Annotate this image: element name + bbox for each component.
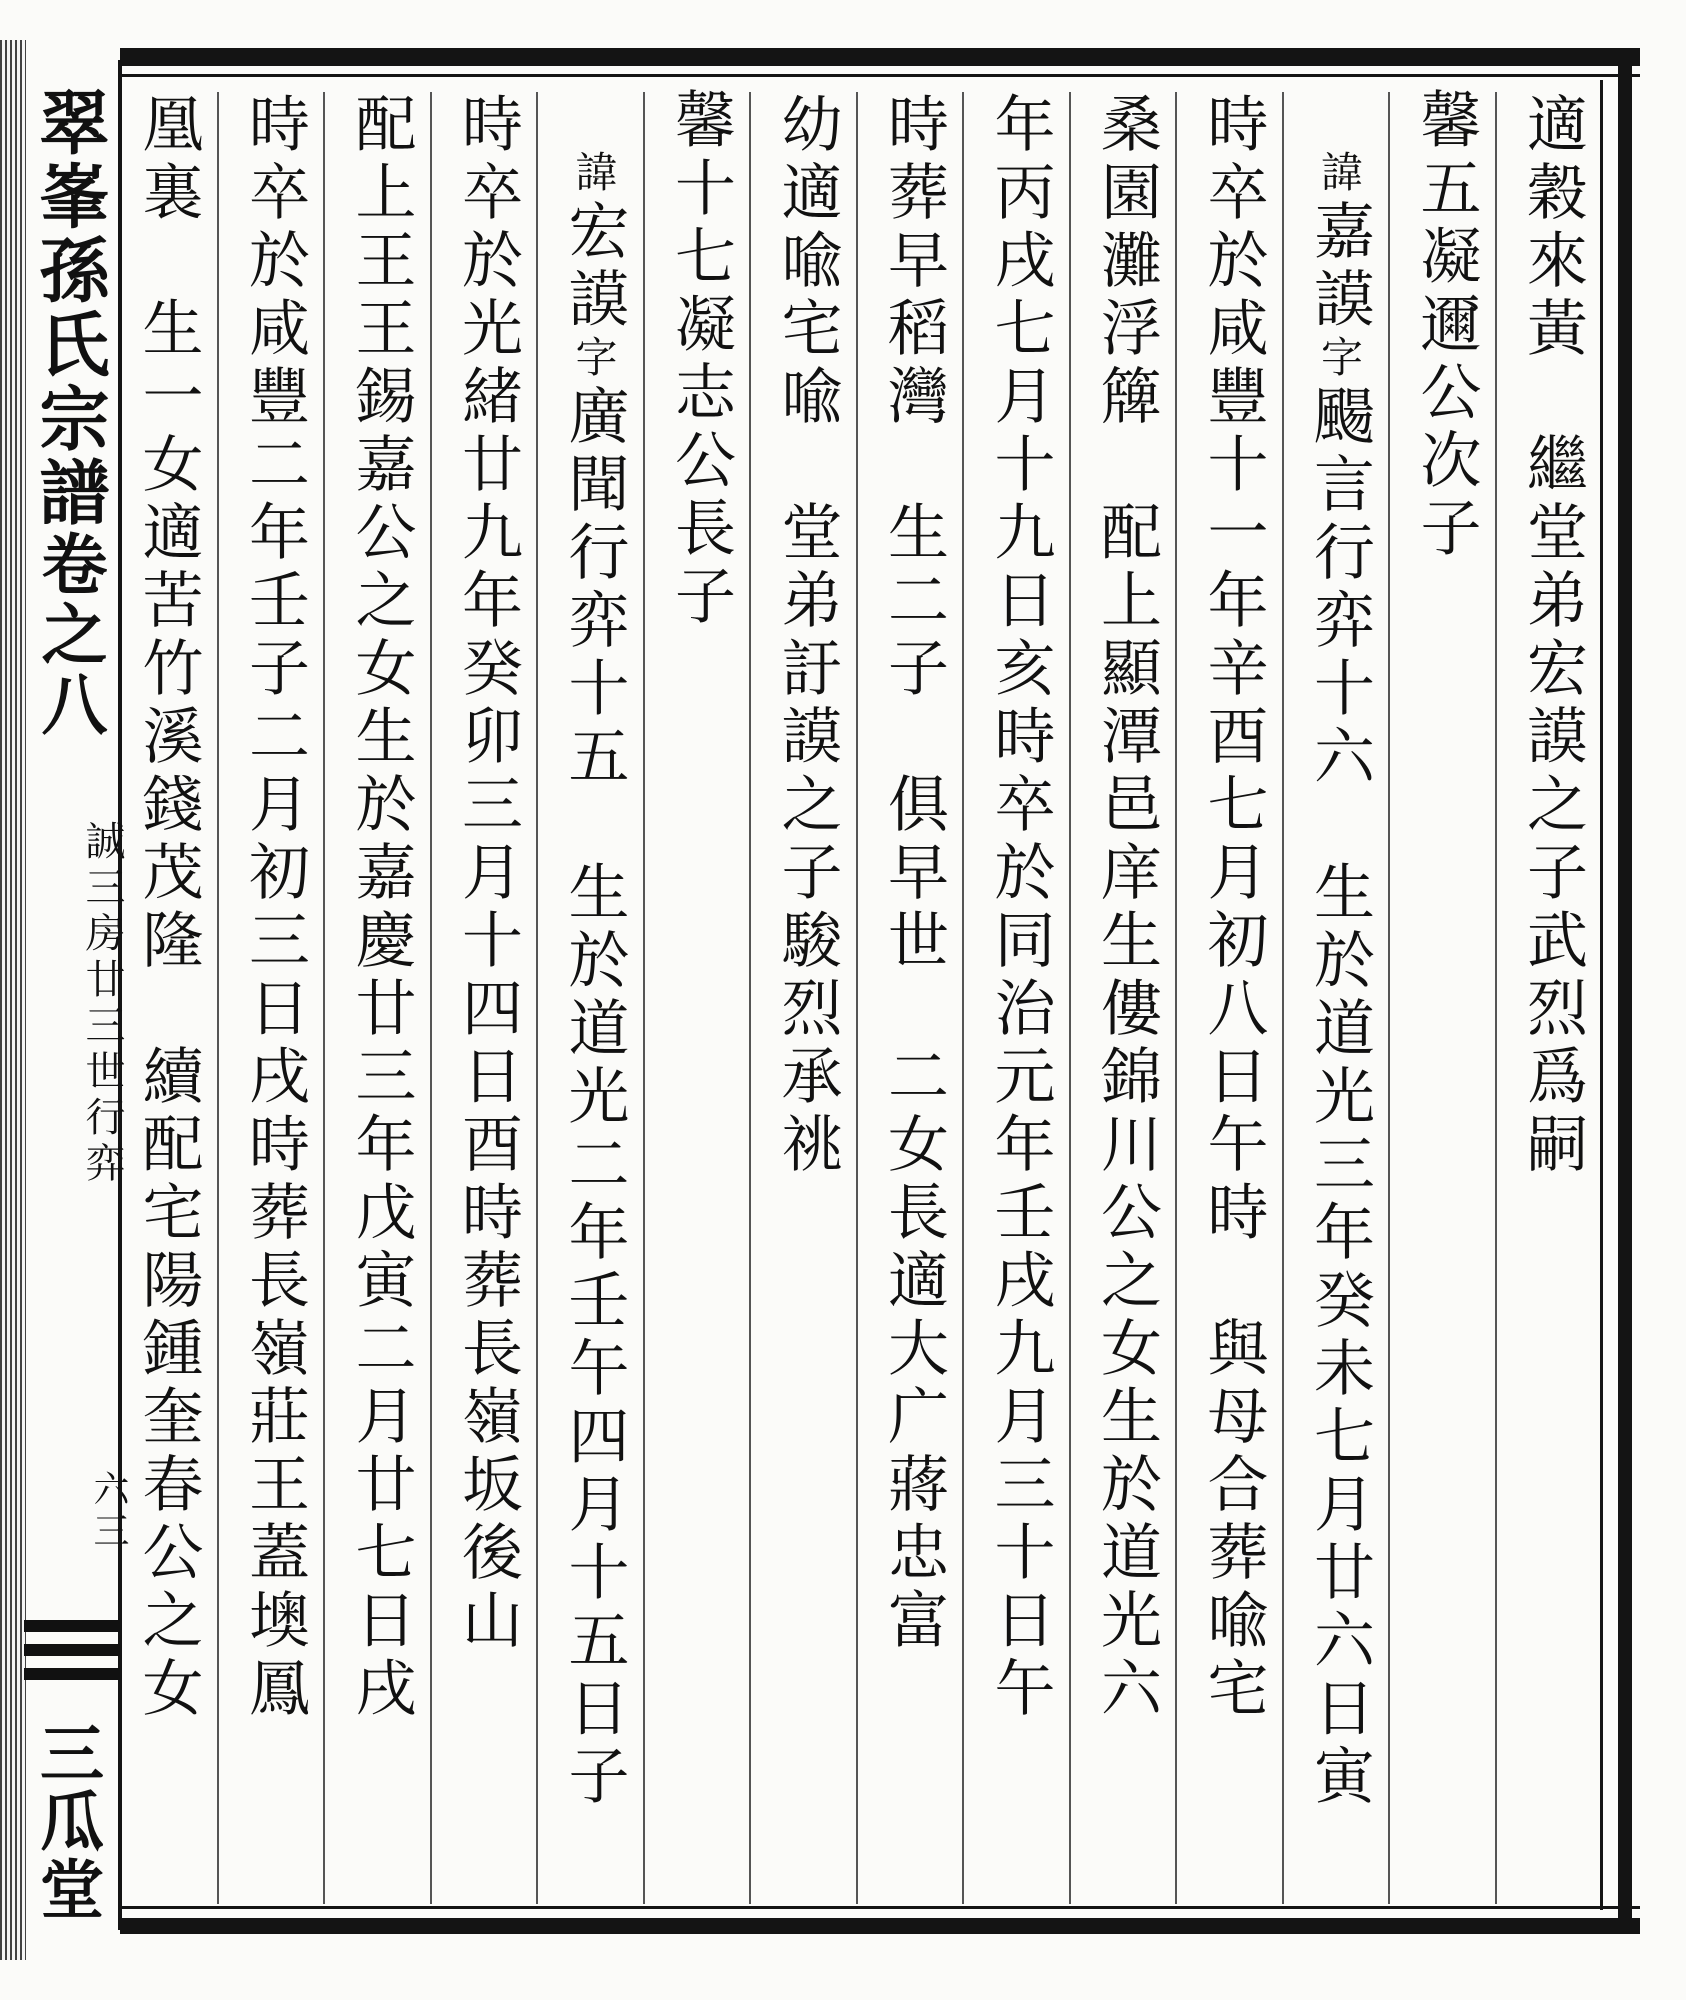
column-text: 時卒於咸豐十一年辛酉七月初八日午時 與母合葬喩宅 — [1197, 92, 1269, 1724]
text-column — [1087, 92, 1162, 1724]
text-column — [981, 92, 1056, 1724]
column-text: 宏謨 — [558, 199, 630, 335]
frame-top-border — [120, 48, 1640, 66]
column-divider — [856, 92, 858, 1904]
column-text: 年丙戌七月十九日亥時卒於同治元年壬戌九月三十日午 — [984, 92, 1056, 1724]
fish-tail-mark — [24, 1620, 120, 1690]
frame-top-inner-line — [120, 74, 1640, 77]
margin-volume: 卷之八 — [30, 530, 108, 740]
column-text: 馨五凝邇公次子 — [1410, 88, 1482, 564]
text-column — [1407, 88, 1482, 564]
small-annotation: 諱 — [1315, 150, 1364, 199]
column-divider — [1388, 92, 1390, 1904]
column-text: 廣聞行弈十五 生於道光二年壬午四月十五日子 — [558, 384, 630, 1812]
small-annotation: 字 — [1315, 335, 1364, 384]
column-divider — [430, 92, 432, 1904]
column-divider — [323, 92, 325, 1904]
column-divider — [1495, 92, 1497, 1904]
frame-right-inner-line — [1600, 80, 1603, 1910]
text-column — [874, 92, 949, 1656]
column-text: 馨十七凝志公長子 — [665, 88, 736, 632]
column-divider — [643, 92, 645, 1904]
column-text: 凰裏 生一女適苦竹溪錢茂隆 續配宅陽鍾奎春公之女 — [132, 92, 204, 1724]
text-column — [448, 92, 523, 1656]
column-text: 時卒於咸豐二年壬子二月初三日戌時葬長嶺莊王蓋墺鳳 — [239, 92, 310, 1724]
text-column — [1194, 92, 1269, 1724]
margin-page-number: 六三 — [88, 1470, 129, 1554]
margin-house-generation: 誠三房廿三世行弈 — [79, 820, 125, 1188]
column-divider — [1069, 92, 1071, 1904]
column-divider — [1282, 92, 1284, 1904]
book-spine-edge — [0, 40, 26, 1960]
column-text: 幼適喩宅喩 堂弟訏謨之子駿烈承祧 — [771, 92, 843, 1180]
frame-right-border — [1618, 60, 1632, 1930]
column-text: 時卒於光緒廿九年癸卯三月十四日酉時葬長嶺坂後山 — [452, 92, 523, 1656]
frame-bottom-border — [120, 1918, 1640, 1934]
column-text: 配上王王錫嘉公之女生於嘉慶廿三年戊寅二月廿七日戌 — [345, 92, 417, 1724]
text-column — [342, 92, 417, 1724]
column-text: 桑園灘浮簰 配上顯潭邑庠生僂錦川公之女生於道光六 — [1091, 92, 1162, 1724]
text-column — [235, 92, 310, 1724]
margin-book-title: 翠峯孫氏宗譜卷之八 — [28, 86, 111, 740]
text-column — [768, 92, 843, 1180]
text-column — [1513, 92, 1588, 1180]
column-divider — [217, 92, 219, 1904]
column-text: 適穀來黃 繼堂弟宏謨之子武烈爲嗣 — [1517, 92, 1588, 1180]
text-column — [555, 150, 630, 1812]
small-annotation: 諱 — [569, 150, 619, 199]
column-text: 時葬早稻灣 生二子 俱早世 二女長適大广蔣忠富 — [878, 92, 949, 1656]
column-divider — [749, 92, 751, 1904]
margin-hall-name: 三瓜堂 — [29, 1720, 104, 1924]
small-annotation: 字 — [569, 335, 619, 384]
column-divider — [962, 92, 964, 1904]
column-text: 嘉謨 — [1304, 199, 1375, 335]
column-divider — [1175, 92, 1177, 1904]
column-divider — [536, 92, 538, 1904]
text-column — [661, 88, 736, 632]
text-column — [129, 92, 204, 1724]
column-text: 颺言行弈十六 生於道光三年癸未七月廿六日寅 — [1304, 384, 1375, 1812]
text-column — [1300, 150, 1375, 1812]
frame-bottom-inner-line — [120, 1906, 1640, 1909]
